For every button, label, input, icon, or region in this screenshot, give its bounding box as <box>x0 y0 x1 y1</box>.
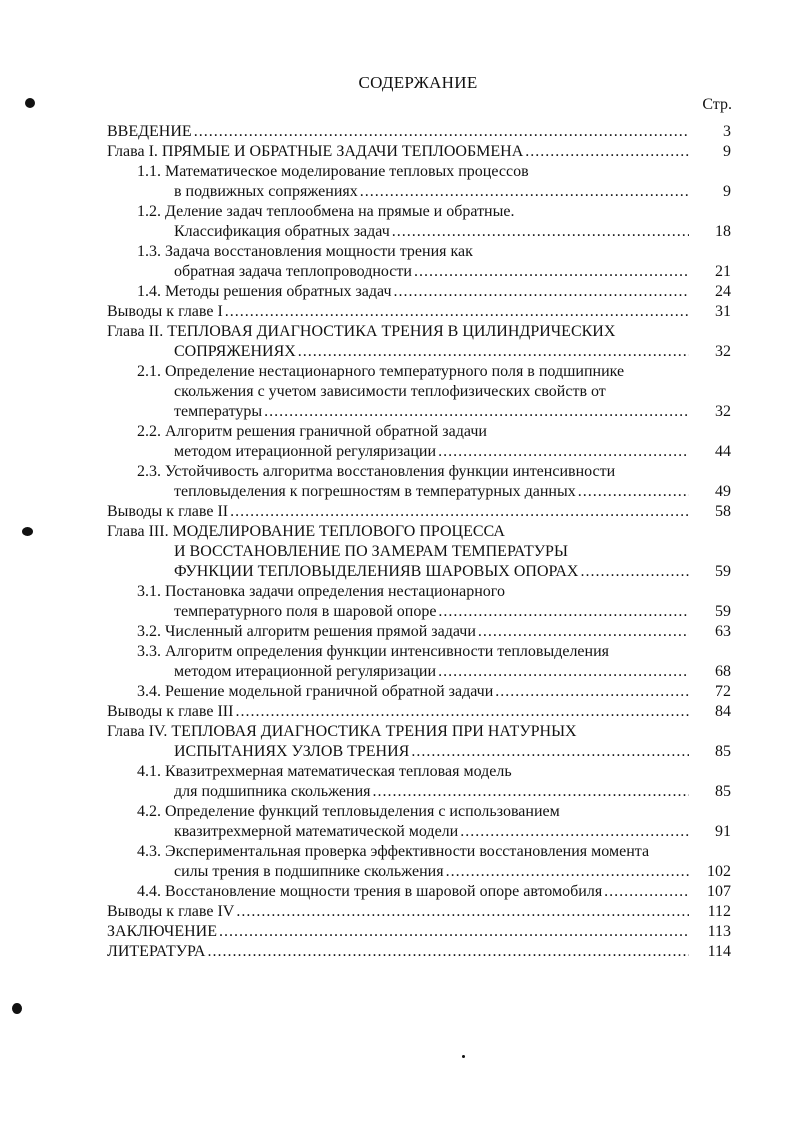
toc-page-number: 85 <box>715 783 731 800</box>
toc-page-number: 18 <box>715 223 731 240</box>
dot-leader <box>604 882 689 902</box>
toc-entry-text: СОПРЯЖЕНИЯХ <box>174 343 296 360</box>
toc-entry-text: 3.3. Алгоритм определения функции интенсивности тепловыделения <box>137 643 610 660</box>
toc-entry[interactable] <box>107 842 731 882</box>
dot-leader <box>414 262 689 282</box>
dot-leader <box>578 482 689 502</box>
toc-page-number: 107 <box>707 883 731 900</box>
toc-page-number: 113 <box>707 923 731 940</box>
toc-entry-text: ИСПЫТАНИЯХ УЗЛОВ ТРЕНИЯ <box>174 743 410 760</box>
toc-entry-text: Выводы к главе I <box>107 303 223 320</box>
toc-entry-text: Выводы к главе II <box>107 503 229 520</box>
toc-page-number: 24 <box>715 283 731 300</box>
dot-leader <box>194 122 689 142</box>
dot-leader <box>580 562 689 582</box>
toc-page-number: 32 <box>715 343 731 360</box>
dot-leader <box>478 622 689 642</box>
scan-mark-2 <box>22 527 33 536</box>
toc-entry[interactable] <box>107 922 731 942</box>
toc-page-number: 58 <box>715 503 731 520</box>
toc-entry-text: температуры <box>174 403 263 420</box>
toc-entry-text: 3.4. Решение модельной граничной обратной задачи <box>137 683 494 700</box>
toc-page-number: 31 <box>715 303 731 320</box>
toc-entry[interactable] <box>107 902 731 922</box>
dot-leader <box>460 822 689 842</box>
dot-leader <box>236 902 689 922</box>
toc-entry-text: 2.2. Алгоритм решения граничной обратной задачи <box>137 423 487 440</box>
toc-entry-text: 1.3. Задача восстановления мощности трения как <box>137 243 473 260</box>
dot-leader <box>219 922 689 942</box>
toc-entry-text: Глава I. ПРЯМЫЕ И ОБРАТНЫЕ ЗАДАЧИ ТЕПЛООБМЕНА <box>107 143 524 160</box>
toc-entry[interactable] <box>107 322 731 362</box>
toc-entry[interactable] <box>107 462 731 502</box>
toc-entry-text: Глава III. МОДЕЛИРОВАНИЕ ТЕПЛОВОГО ПРОЦЕССА <box>107 523 505 540</box>
toc-entry-text: 1.1. Математическое моделирование тепловых процессов <box>137 163 529 180</box>
toc-entry-text: Выводы к главе III <box>107 703 234 720</box>
toc-entry-text: 3.2. Численный алгоритм решения прямой задачи <box>137 623 476 640</box>
toc-entry[interactable] <box>107 502 731 522</box>
toc-entry-text: 1.2. Деление задач теплообмена на прямые и обратные. <box>137 203 515 220</box>
dot-leader <box>446 862 689 882</box>
toc-entry-text: силы трения в подшипнике скольжения <box>174 863 444 880</box>
dot-leader <box>525 142 689 162</box>
page-title: СОДЕРЖАНИЕ <box>358 73 478 92</box>
toc-entry-text: ВВЕДЕНИЕ <box>107 123 192 140</box>
toc-entry[interactable] <box>107 702 731 722</box>
toc-entry[interactable] <box>107 122 731 142</box>
toc-page-number: 59 <box>715 563 731 580</box>
toc-page-number: 49 <box>715 483 731 500</box>
toc-page-number: 3 <box>723 123 731 140</box>
toc-entry[interactable] <box>107 622 731 642</box>
toc-page-number: 9 <box>723 143 731 160</box>
dot-leader <box>373 782 690 802</box>
toc-page-number: 102 <box>707 863 731 880</box>
toc-entry-text: методом итерационной регуляризации <box>174 663 437 680</box>
toc-page-number: 44 <box>715 443 731 460</box>
toc-entry-text: 2.1. Определение нестационарного температурного поля в подшипнике <box>137 363 625 380</box>
toc-entry-text: И ВОССТАНОВЛЕНИЕ ПО ЗАМЕРАМ ТЕМПЕРАТУРЫ <box>174 543 568 560</box>
toc-entry[interactable] <box>107 242 731 282</box>
toc-entry[interactable] <box>107 422 731 462</box>
toc-entry[interactable] <box>107 802 731 842</box>
toc-entry-text: 1.4. Методы решения обратных задач <box>137 283 392 300</box>
dot-leader <box>225 302 689 322</box>
toc-page-number: 9 <box>723 183 731 200</box>
toc-entry-text: для подшипника скольжения <box>174 783 371 800</box>
dot-leader <box>230 502 689 522</box>
toc-page-number: 32 <box>715 403 731 420</box>
toc-entry-text: ЛИТЕРАТУРА <box>107 943 206 960</box>
toc-page-number: 91 <box>715 823 731 840</box>
toc-entry-text: методом итерационной регуляризации <box>174 443 437 460</box>
toc-entry[interactable] <box>107 302 731 322</box>
toc-entry[interactable] <box>107 522 731 582</box>
dot-leader <box>298 342 689 362</box>
toc-entry[interactable] <box>107 582 731 622</box>
toc-entry-text: обратная задача теплопроводности <box>174 263 412 280</box>
toc-page-number: 21 <box>715 263 731 280</box>
dot-leader <box>495 682 689 702</box>
toc-entry-text: тепловыделения к погрешностям в температурных данных <box>174 483 576 500</box>
toc-entry[interactable] <box>107 762 731 802</box>
toc-entry[interactable] <box>107 362 731 422</box>
toc-page-number: 72 <box>715 683 731 700</box>
toc-page-number: 59 <box>715 603 731 620</box>
toc-page-number: 84 <box>715 703 731 720</box>
toc-entry-text: 3.1. Постановка задачи определения нестационарного <box>137 583 505 600</box>
toc-entry-text: 4.3. Экспериментальная проверка эффективности восстановления момента <box>137 843 650 860</box>
dot-leader <box>411 742 689 762</box>
toc-page-number: 112 <box>707 903 731 920</box>
toc-entry-text: 4.4. Восстановление мощности трения в шаровой опоре автомобиля <box>137 883 603 900</box>
toc-entry[interactable] <box>107 642 731 682</box>
toc-page-number: 68 <box>715 663 731 680</box>
toc-entry-text: Классификация обратных задач <box>174 223 390 240</box>
toc-entry[interactable] <box>107 142 731 162</box>
toc-entry-text: 4.1. Квазитрехмерная математическая тепловая модель <box>137 763 512 780</box>
toc-entry-text: ФУНКЦИИ ТЕПЛОВЫДЕЛЕНИЯВ ШАРОВЫХ ОПОРАХ <box>174 563 579 580</box>
dot-leader <box>207 942 689 962</box>
dot-leader <box>392 222 689 242</box>
toc-entry-text: квазитрехмерной математической модели <box>174 823 459 840</box>
toc-entry[interactable] <box>107 202 731 242</box>
toc-entry[interactable] <box>107 162 731 202</box>
toc-entry-text: Выводы к главе IV <box>107 903 235 920</box>
dot-leader <box>438 442 689 462</box>
dot-leader <box>360 182 689 202</box>
toc-entry-text: температурного поля в шаровой опоре <box>174 603 437 620</box>
dot-leader <box>264 402 689 422</box>
scan-mark-1 <box>25 98 35 108</box>
toc-entry[interactable] <box>107 282 731 302</box>
toc-entry-text: 4.2. Определение функций тепловыделения с использованием <box>137 803 560 820</box>
toc-entry[interactable] <box>107 942 731 962</box>
dot-leader <box>438 662 689 682</box>
dot-leader <box>394 282 689 302</box>
toc-entry-text: Глава II. ТЕПЛОВАЯ ДИАГНОСТИКА ТРЕНИЯ В ЦИЛИНДРИЧЕСКИХ <box>107 323 616 340</box>
toc-entry[interactable] <box>107 682 731 702</box>
table-of-contents <box>107 122 731 962</box>
dot-leader <box>438 602 689 622</box>
toc-entry-text: 2.3. Устойчивость алгоритма восстановления функции интенсивности <box>137 463 616 480</box>
toc-entry-text: в подвижных сопряжениях <box>174 183 358 200</box>
toc-entry-text: Глава IV. ТЕПЛОВАЯ ДИАГНОСТИКА ТРЕНИЯ ПРИ НАТУРНЫХ <box>107 723 577 740</box>
page-number-column-header: Стр. <box>702 96 732 113</box>
toc-entry-text: ЗАКЛЮЧЕНИЕ <box>107 923 217 940</box>
scan-mark-3 <box>12 1003 22 1014</box>
toc-entry[interactable] <box>107 722 731 762</box>
toc-page-number: 63 <box>715 623 731 640</box>
dot-leader <box>235 702 689 722</box>
toc-page-number: 114 <box>707 943 731 960</box>
toc-entry-text: скольжения с учетом зависимости теплофизических свойств от <box>174 383 606 400</box>
toc-entry[interactable] <box>107 882 731 902</box>
scan-mark-4 <box>462 1055 465 1058</box>
toc-page-number: 85 <box>715 743 731 760</box>
